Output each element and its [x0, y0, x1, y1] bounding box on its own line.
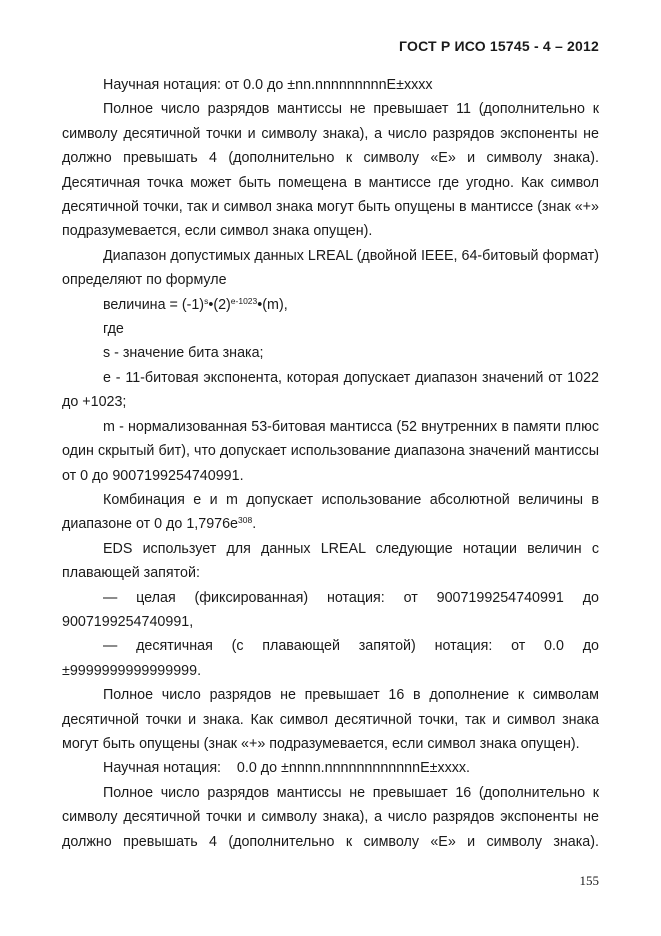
integer-notation: — целая (фиксированная) нотация: от 9007199254740991 до 9007199254740991, — [62, 589, 599, 630]
scientific-notation-line: Научная нотация: от 0.0 до ±nn.nnnnnnnnnE±xxxx — [103, 77, 433, 93]
combination-end: . — [252, 516, 257, 533]
standard-header: ГОСТ Р ИСО 15745 - 4 – 2012 — [399, 38, 599, 54]
formula-sup-s: s — [204, 295, 209, 306]
formula-mid: •(2) — [208, 296, 231, 313]
where-line: где — [103, 321, 124, 338]
range-paragraph: Диапазон допустимых данных LREAL (двойной IEEE, 64-битовый формат) определяют по формуле — [62, 247, 599, 289]
combination-sup: 308 — [238, 515, 253, 526]
definition-s: s - значение бита знака; — [103, 345, 264, 362]
combination-paragraph — [62, 488, 599, 537]
definition-e: e - 11-битовая экспонента, которая допускает диапазон значений от 1022 до +1023; — [62, 369, 599, 411]
page-number: 155 — [579, 873, 599, 888]
digits-paragraph: Полное число разрядов не превышает 16 в дополнение к символам десятичной точки и знака. Как символ десятичной точки, так и символ знака могут быть опущены (знак «+» подразумевается, если символ знака опущен). — [62, 687, 599, 752]
eds-paragraph: EDS использует для данных LREAL следующие нотации величин с плавающей запятой: — [62, 540, 599, 582]
formula-sup-exponent: e-1023 — [230, 295, 258, 306]
body-text — [62, 73, 599, 854]
formula-prefix: величина = (-1) — [103, 296, 205, 313]
formula-suffix: •(m), — [257, 296, 288, 313]
decimal-notation: — десятичная (с плавающей запятой) нотация: от 0.0 до ±9999999999999999. — [62, 638, 599, 679]
mantissa-paragraph: Полное число разрядов мантиссы не превышает 11 (дополнительно к символу десятичной точки и символу знака), а число разрядов экспоненты не должно превышать 4 (дополнительно к символу «E» и символу знака). Десятичная точка может быть помещена в мантиссе где угодно. Как символ десятичной точки, так и символ знака могут быть опущены в мантиссе (знак «+» подразумевается, если символ знака опущен). — [62, 101, 599, 240]
mantissa-paragraph-2: Полное число разрядов мантиссы не превышает 16 (дополнительно к символу десятичной точки и символу знака), а число разрядов экспоненты не должно превышать 4 (дополнительно к символу «E» и символу знака). — [62, 784, 599, 850]
combination-text: Комбинация e и m допускает использование абсолютной величины в диапазоне от 0 до 1,7976e — [62, 491, 599, 533]
scientific-notation-line-2: Научная нотация: 0.0 до ±nnnn.nnnnnnnnnnnnE±xxxx. — [103, 760, 471, 777]
formula — [62, 293, 599, 317]
definition-m: m - нормализованная 53-битовая мантисса (52 внутренних в памяти плюс один скрытый бит), что допускает использование диапазона значений мантиссы от 0 до 9007199254740991. — [62, 418, 599, 484]
